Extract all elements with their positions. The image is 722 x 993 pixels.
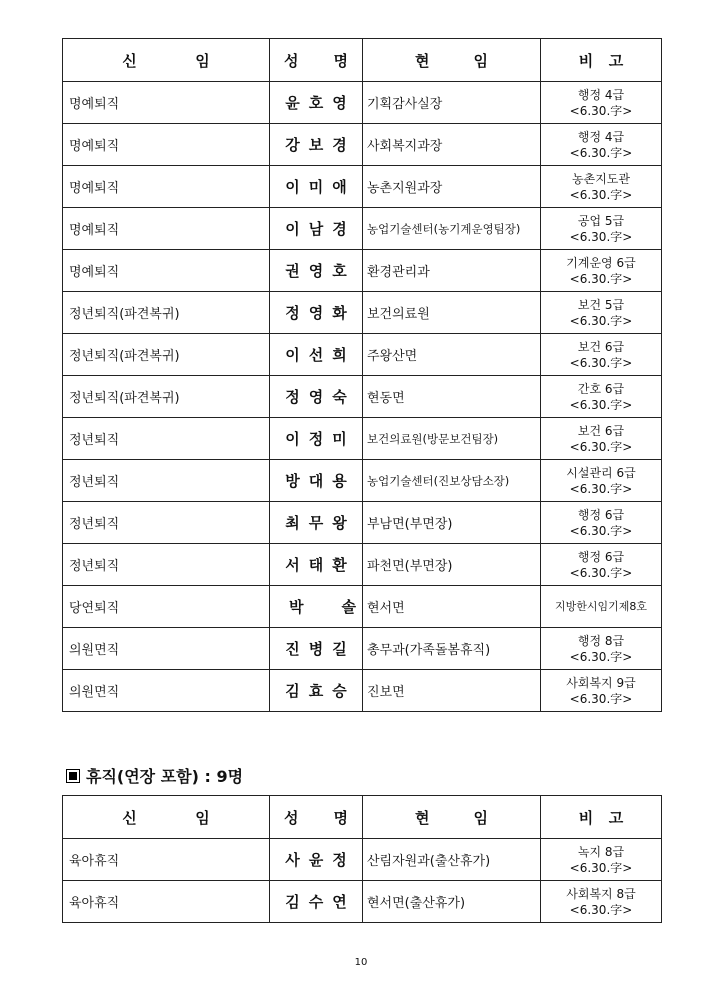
cell-name: 박 솔 xyxy=(270,586,363,628)
leave-table xyxy=(62,795,662,923)
cell-name: 윤호영 xyxy=(270,82,363,124)
cell-new-position: 정년퇴직 xyxy=(63,502,270,544)
cell-name: 서태환 xyxy=(270,544,363,586)
cell-new-position: 명예퇴직 xyxy=(63,82,270,124)
table-row xyxy=(63,166,662,208)
cell-new-position: 정년퇴직(파견복귀) xyxy=(63,334,270,376)
remarks-grade: 행정 6급 xyxy=(577,549,625,564)
remarks-date: <6.30.字> xyxy=(569,313,633,328)
remarks-date: <6.30.字> xyxy=(569,103,633,118)
remarks-grade: 시설관리 6급 xyxy=(566,465,636,480)
cell-new-position: 정년퇴직 xyxy=(63,460,270,502)
cell-remarks xyxy=(541,586,662,628)
table-header-row xyxy=(63,39,662,82)
remarks-grade: 농촌지도관 xyxy=(572,171,630,186)
remarks-date: <6.30.字> xyxy=(569,439,633,454)
table-row xyxy=(63,544,662,586)
table-row xyxy=(63,586,662,628)
remarks-grade: 사회복지 8급 xyxy=(566,886,636,901)
cell-current-position: 산림자원과(출산휴가) xyxy=(363,839,541,881)
cell-name: 사윤정 xyxy=(270,839,363,881)
cell-remarks xyxy=(541,418,662,460)
cell-current-position: 기획감사실장 xyxy=(363,82,541,124)
remarks-grade: 행정 4급 xyxy=(577,87,625,102)
cell-name: 방대용 xyxy=(270,460,363,502)
table-row xyxy=(63,502,662,544)
cell-current-position: 주왕산면 xyxy=(363,334,541,376)
cell-remarks xyxy=(541,208,662,250)
cell-name: 강보경 xyxy=(270,124,363,166)
cell-name: 정영숙 xyxy=(270,376,363,418)
cell-remarks xyxy=(541,670,662,712)
remarks-date: <6.30.字> xyxy=(569,860,633,875)
header-current-position: 현 임 xyxy=(363,39,541,82)
table-row xyxy=(63,208,662,250)
cell-current-position: 현동면 xyxy=(363,376,541,418)
cell-current-position: 농업기술센터(진보상담소장) xyxy=(363,460,541,502)
cell-name: 김효승 xyxy=(270,670,363,712)
page-number: 10 xyxy=(354,957,368,968)
cell-remarks xyxy=(541,628,662,670)
table-row xyxy=(63,292,662,334)
header-new-position: 신 임 xyxy=(63,39,270,82)
cell-remarks xyxy=(541,502,662,544)
remarks-grade: 간호 6급 xyxy=(577,381,625,396)
table-row xyxy=(63,628,662,670)
cell-remarks xyxy=(541,292,662,334)
section-heading xyxy=(66,764,243,787)
cell-new-position: 의원면직 xyxy=(63,628,270,670)
remarks-grade: 행정 6급 xyxy=(577,507,625,522)
cell-name: 김수연 xyxy=(270,881,363,923)
cell-remarks xyxy=(541,334,662,376)
header-remarks: 비 고 xyxy=(541,39,662,82)
cell-remarks xyxy=(541,124,662,166)
cell-new-position: 명예퇴직 xyxy=(63,166,270,208)
remarks-date: <6.30.字> xyxy=(569,902,633,917)
remarks-grade: 행정 4급 xyxy=(577,129,625,144)
cell-current-position: 보건의료원(방문보건팀장) xyxy=(363,418,541,460)
cell-new-position: 육아휴직 xyxy=(63,881,270,923)
remarks-grade: 공업 5급 xyxy=(577,213,625,228)
remarks-grade: 보건 6급 xyxy=(577,423,625,438)
table-row xyxy=(63,881,662,923)
table-row xyxy=(63,418,662,460)
cell-remarks xyxy=(541,166,662,208)
cell-remarks xyxy=(541,881,662,923)
remarks-date: <6.30.字> xyxy=(569,229,633,244)
remarks-date: <6.30.字> xyxy=(569,523,633,538)
section-title: 휴직(연장 포함) : 9명 xyxy=(86,767,244,786)
remarks-grade: 지방한시임기제8호 xyxy=(554,599,647,613)
cell-current-position: 현서면 xyxy=(363,586,541,628)
table-row xyxy=(63,334,662,376)
remarks-grade: 보건 6급 xyxy=(577,339,625,354)
cell-current-position: 사회복지과장 xyxy=(363,124,541,166)
remarks-grade: 녹지 8급 xyxy=(577,844,625,859)
header-remarks: 비 고 xyxy=(541,796,662,839)
cell-new-position: 명예퇴직 xyxy=(63,124,270,166)
cell-new-position: 당연퇴직 xyxy=(63,586,270,628)
cell-name: 권영호 xyxy=(270,250,363,292)
header-name: 성 명 xyxy=(270,39,363,82)
header-new-position: 신 임 xyxy=(63,796,270,839)
cell-remarks xyxy=(541,839,662,881)
cell-current-position: 농업기술센터(농기계운영팀장) xyxy=(363,208,541,250)
table-header-row xyxy=(63,796,662,839)
cell-remarks xyxy=(541,544,662,586)
cell-new-position: 명예퇴직 xyxy=(63,208,270,250)
remarks-date: <6.30.字> xyxy=(569,565,633,580)
remarks-grade: 사회복지 9급 xyxy=(566,675,636,690)
cell-name: 최무왕 xyxy=(270,502,363,544)
remarks-grade: 보건 5급 xyxy=(577,297,625,312)
filled-square-icon xyxy=(66,769,80,783)
table-row xyxy=(63,670,662,712)
cell-new-position: 정년퇴직(파견복귀) xyxy=(63,376,270,418)
cell-current-position: 환경관리과 xyxy=(363,250,541,292)
cell-name: 이미애 xyxy=(270,166,363,208)
remarks-grade: 행정 8급 xyxy=(577,633,625,648)
table-row xyxy=(63,124,662,166)
cell-remarks xyxy=(541,460,662,502)
cell-remarks xyxy=(541,82,662,124)
table-row xyxy=(63,250,662,292)
table-row xyxy=(63,376,662,418)
table-row xyxy=(63,460,662,502)
remarks-date: <6.30.字> xyxy=(569,691,633,706)
cell-current-position: 총무과(가족돌봄휴직) xyxy=(363,628,541,670)
cell-remarks xyxy=(541,250,662,292)
remarks-date: <6.30.字> xyxy=(569,271,633,286)
cell-new-position: 정년퇴직 xyxy=(63,544,270,586)
remarks-date: <6.30.字> xyxy=(569,649,633,664)
remarks-date: <6.30.字> xyxy=(569,145,633,160)
cell-new-position: 정년퇴직(파견복귀) xyxy=(63,292,270,334)
remarks-date: <6.30.字> xyxy=(569,187,633,202)
cell-current-position: 농촌지원과장 xyxy=(363,166,541,208)
cell-name: 이선희 xyxy=(270,334,363,376)
header-current-position: 현 임 xyxy=(363,796,541,839)
cell-name: 정영화 xyxy=(270,292,363,334)
cell-current-position: 부남면(부면장) xyxy=(363,502,541,544)
cell-current-position: 진보면 xyxy=(363,670,541,712)
cell-new-position: 의원면직 xyxy=(63,670,270,712)
remarks-date: <6.30.字> xyxy=(569,397,633,412)
remarks-grade: 기계운영 6급 xyxy=(566,255,636,270)
cell-new-position: 육아휴직 xyxy=(63,839,270,881)
header-name: 성 명 xyxy=(270,796,363,839)
table-row xyxy=(63,82,662,124)
cell-name: 이남경 xyxy=(270,208,363,250)
table-row xyxy=(63,839,662,881)
cell-remarks xyxy=(541,376,662,418)
cell-name: 이정미 xyxy=(270,418,363,460)
cell-new-position: 명예퇴직 xyxy=(63,250,270,292)
remarks-date: <6.30.字> xyxy=(569,481,633,496)
cell-new-position: 정년퇴직 xyxy=(63,418,270,460)
cell-name: 진병길 xyxy=(270,628,363,670)
cell-current-position: 파천면(부면장) xyxy=(363,544,541,586)
cell-current-position: 현서면(출산휴가) xyxy=(363,881,541,923)
cell-current-position: 보건의료원 xyxy=(363,292,541,334)
remarks-date: <6.30.字> xyxy=(569,355,633,370)
retirement-table xyxy=(62,38,662,712)
